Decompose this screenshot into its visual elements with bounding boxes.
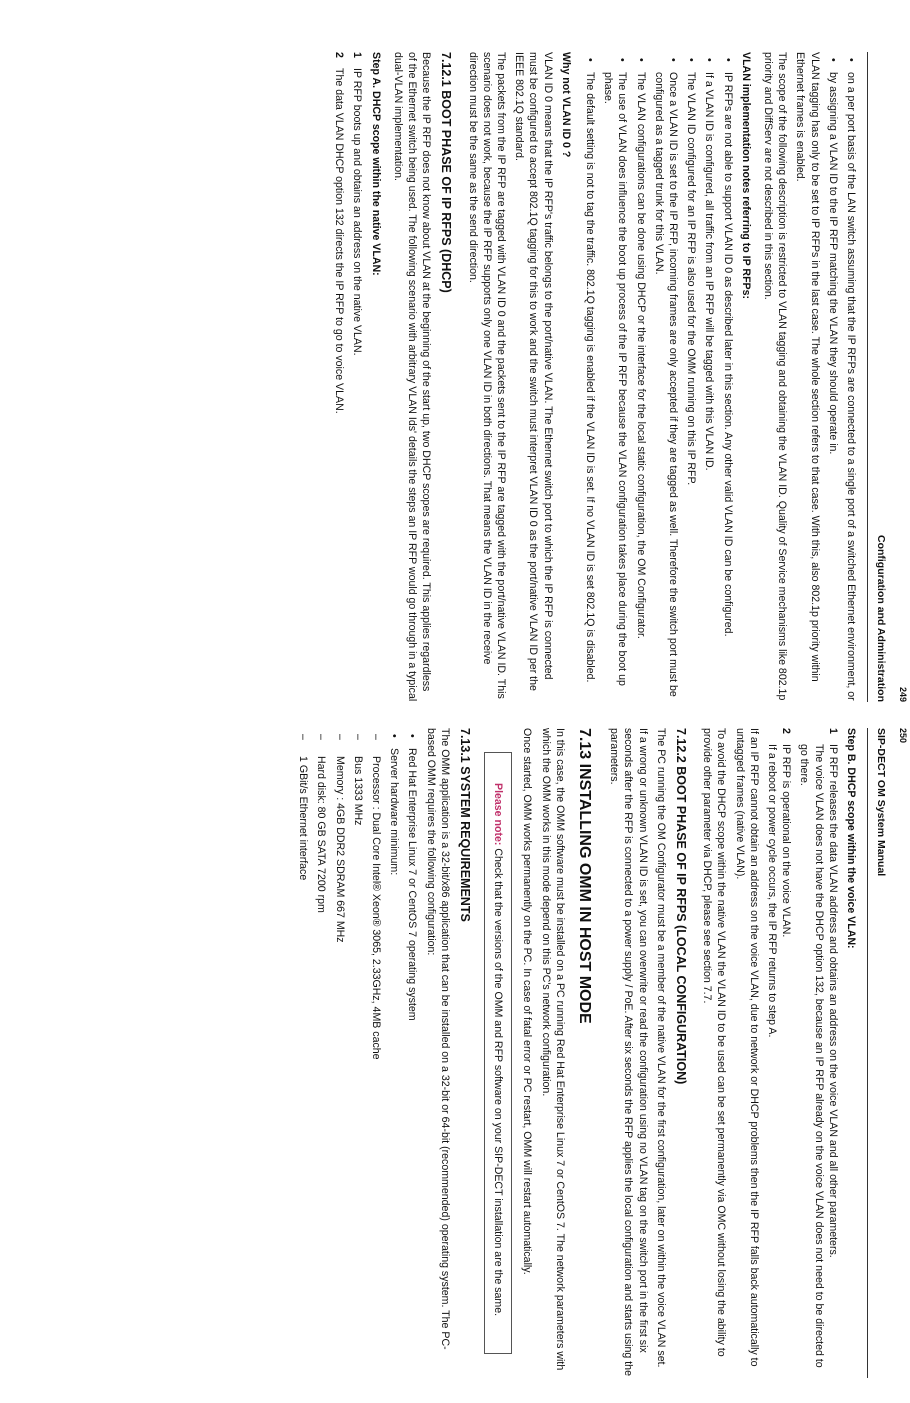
- item-number: 2: [333, 52, 346, 58]
- header-title: Configuration and Administration: [875, 534, 887, 702]
- paragraph: VLAN tagging has only to be set to IP RFPs in the last case. The whole section refers to that case. With this, also 802.1p priority within Ethernet frames is enabled.: [794, 52, 821, 682]
- list-item: • The VLAN ID configured for an IP RFP is also used for the OMM running on this IP RFP.: [684, 72, 698, 702]
- paragraph: VLAN ID 0 means that the IP RFP's traffic belongs to the port/native VLAN. The Ethernet switch port to which the IP RFP is connected must be configured to accept 802.1Q tagging for this to work and the switch must interpret VLAN ID 0 as the port/native VLAN ID per the IEEE 802.1Q standard.: [513, 52, 554, 691]
- hardware-list: [296, 728, 383, 1378]
- notes-bullet-list: [583, 52, 735, 702]
- item-text: The data VLAN DHCP option 132 directs the IP RFP to go to voice VLAN.: [333, 68, 346, 414]
- note-label: Please note:: [492, 783, 505, 846]
- item-number: 1: [826, 728, 839, 734]
- list-item: • by assigning a VLAN ID to the IP RFP matching the VLAN they should operate in.: [826, 72, 840, 702]
- paragraph: Because the IP RFP does not know about VLAN at the beginning of the start up, two DHCP scopes are required. This applies regardless of the Ethernet switch being used. The following scenario with arbitrary VLAN Ids' details the steps an IP RFP would go through in a typical dual-VLAN implementation.: [391, 52, 433, 702]
- section-heading: 7.13.1 SYSTEM REQUIREMENTS: [457, 728, 472, 922]
- page-number: 250: [898, 728, 908, 744]
- paragraph: In this case, the OMM software must be installed on a PC running Red Hat Enterprise Linux 7 or CentOS 7. The network parameters with which the OMM works in this mode depend on this PC's network configuration.: [539, 728, 566, 1371]
- list-item: – Processor : Dual Core Intel® Xeon® 3065, 2.33GHz, 4MB cache: [369, 756, 383, 1378]
- page-body: [328, 52, 858, 702]
- section-heading: 7.12.1 BOOT PHASE OF IP RFPS (DHCP): [439, 52, 454, 293]
- header-title: SIP-DECT OM System Manual: [875, 728, 887, 877]
- notes-heading: VLAN implementation notes referring to IP RFPs:: [739, 52, 752, 300]
- section-heading: 7.12.2 BOOT PHASE OF IP RFPS (LOCAL CONFIGURATION): [673, 728, 688, 1085]
- list-item: – Memory : 4GB DDR2 SDRAM 667 MHz: [332, 756, 346, 1378]
- step-a-heading: Step A. DHCP scope within the native VLAN:: [369, 52, 382, 276]
- item-number: 2: [780, 728, 793, 734]
- chapter-heading: 7.13 INSTALLING OMM IN HOST MODE: [575, 728, 593, 1024]
- list-item: • IP RFPs are not able to support VLAN ID 0 as described later in this section. Any other valid VLAN ID can be configured.: [720, 72, 734, 702]
- paragraph: The PC running the OM Configurator must be a member of the native VLAN for the first configuration, later on within the voice VLAN set.: [654, 728, 667, 1368]
- paragraph: Once started, OMM works permanently on the PC. In case of fatal error or PC restart, OMM will restart automatically.: [521, 728, 534, 1275]
- note-box: [484, 752, 512, 1354]
- item-subtext: If a reboot or power cycle occurs, the IP RFP returns to step A.: [765, 744, 778, 1038]
- list-item: • Red Hat Enterprise Linux 7 or CentOS 7 operating system: [405, 748, 419, 1378]
- numbered-item: [765, 728, 793, 1378]
- page-number: 249: [898, 686, 908, 702]
- list-item: – Hard disk: 80 GB SATA 7200 rpm: [314, 756, 328, 1378]
- item-text: IP RFP boots up and obtains an address on the native VLAN.: [351, 68, 364, 356]
- item-number: 1: [351, 52, 364, 58]
- paragraph: If a wrong or unknown VLAN ID is set, you can overwrite or read the configuration using no VLAN tag on the switch port in the first six seconds after the RFP is connected to a power supply / PoE. After six seconds the RFP applies the local configuration and starts using the parameters.: [608, 728, 649, 1376]
- paragraph: The scope of the following description is restricted to VLAN tagging and obtaining the VLAN ID. Quality of Service mechanisms like 802.1p priority and DiffServ are not described in this section.: [761, 52, 789, 701]
- list-item: • on a per port basis of the LAN switch assuming that the IP RFPs are connected to a single port of a switched Ethernet environment, or: [844, 72, 858, 702]
- list-item: – Bus 1333 MHz: [351, 756, 365, 1378]
- list-item: • The VLAN configurations can be done using DHCP or the interface for the local static configuration, the OM Configurator.: [633, 72, 647, 702]
- why-heading: Why not VLAN ID 0 ?: [559, 52, 572, 158]
- intro-bullet-list: [826, 52, 858, 702]
- paragraph: The OMM application is a 32-bit/x86 application that can be installed on a 32-bit or 64-bit (recommended) operating system. The PC-based OMM requires the following configuration:: [424, 728, 451, 1350]
- paragraph: The packets from the IP RFP are tagged with VLAN ID 0 and the packets sent to the IP RFP are tagged with the port/native VLAN ID. This scenario does not work, because the IP RFP supports only one VLAN ID in both directions. That means the VLAN ID in the receive direction must be the same as the send direction.: [466, 52, 507, 699]
- page-250: [18, 728, 908, 1378]
- list-item: • Once a VLAN ID is set to the IP RFP, incoming frames are only accepted if they are tagged as well. Therefore the switch port must be configured as a tagged trunk for this VLAN.: [652, 72, 680, 702]
- paragraph: If an IP RFP cannot obtain an address on the voice VLAN, due to network or DHCP problems then the IP RFP falls back automatically to untagged frames (native VLAN).: [733, 728, 760, 1367]
- numbered-item: [332, 52, 346, 702]
- paragraph: To avoid the DHCP scope within the native VLAN the VLAN ID to be used can be set permanently via OMC without losing the ability to provide other parameter via DHCP, please see section 7.7.: [701, 728, 728, 1357]
- item-text: IP RFP is operational on the voice VLAN.: [780, 744, 793, 938]
- list-item: • The use of VLAN does influence the boot up process of the IP RFP because the VLAN configuration takes place during the boot up phase.: [601, 72, 629, 702]
- list-item: • If a VLAN ID is configured, all traffic from an IP RFP will be tagged with this VLAN ID.: [702, 72, 716, 702]
- list-item: • Server hardware minimum:: [387, 748, 401, 1378]
- page-header: [867, 52, 908, 702]
- item-subtext: The voice VLAN does not have the DHCP option 132, because an IP RFP already on the voice VLAN does not need to be directed to go there.: [798, 744, 825, 1368]
- page-header: [867, 728, 908, 1378]
- sysreq-bullet-list: [387, 728, 419, 1378]
- list-item: – 1 GBit/s Ethernet interface: [296, 756, 310, 1378]
- item-text: IP RFP releases the data VLAN address and obtains an address on the voice VLAN and all other parameters.: [826, 744, 839, 1258]
- list-item: • The default setting is not to tag the traffic. 802.1Q tagging is enabled if the VLAN ID is set. If no VLAN ID is set 802.1Q is disabled.: [583, 72, 597, 702]
- note-text: Check that the versions of the OMM and RFP software on your SIP-DECT installation are the same.: [492, 848, 505, 1317]
- step-b-heading: Step B. DHCP scope within the voice VLAN:: [845, 728, 857, 949]
- numbered-item: [350, 52, 364, 702]
- page-body: [292, 728, 858, 1378]
- numbered-item: [797, 728, 840, 1378]
- page-249: [18, 52, 908, 702]
